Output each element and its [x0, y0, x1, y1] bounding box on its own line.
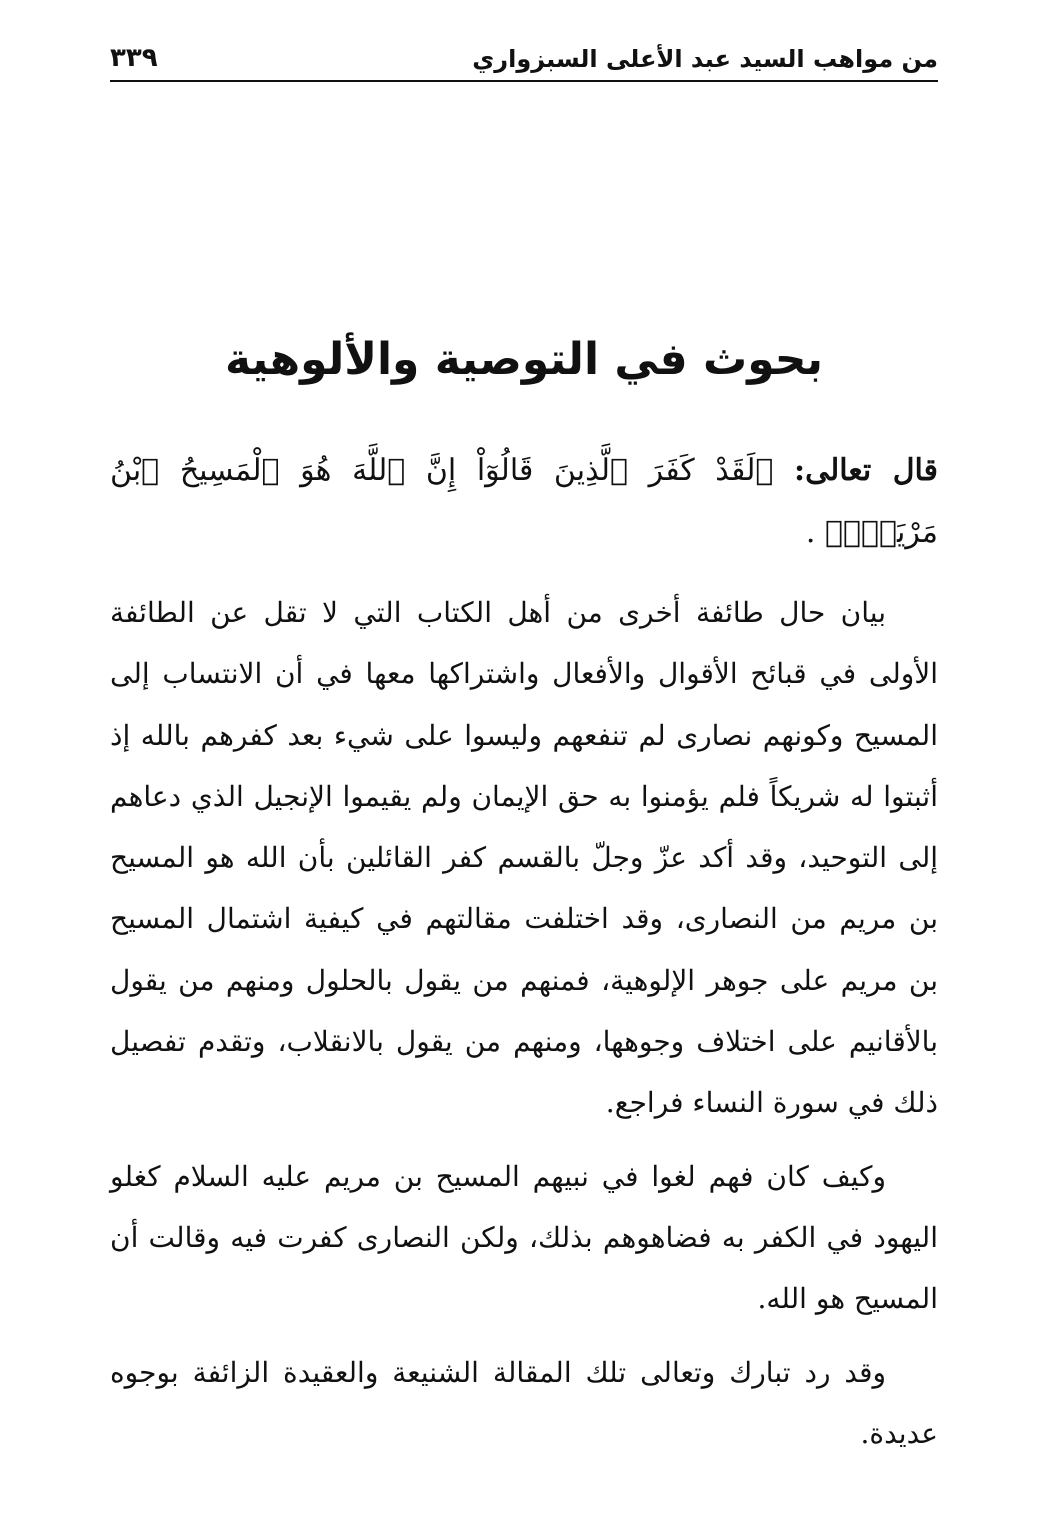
verse-paragraph	[110, 440, 938, 564]
running-title: من مواهب السيد عبد الأعلى السبزواري	[472, 45, 938, 73]
quran-verse: ﴿لَقَدْ كَفَرَ ٱلَّذِينَ قَالُوٓاْ إِنَّ ٱللَّهَ هُوَ ٱلْمَسِيحُ ٱبْنُ مَرْيَمَۚ﴾	[110, 453, 938, 550]
page-number: ٣٣٩	[110, 43, 158, 73]
section-title: بحوث في التوصية والألوهية	[224, 334, 824, 385]
verse-end: .	[805, 515, 816, 550]
verse-intro: قال تعالى:	[794, 453, 938, 488]
paragraph-3: وقد رد تبارك وتعالى تلك المقالة الشنيعة والعقيدة الزائفة بوجوه عديدة.	[110, 1355, 938, 1450]
paragraph-2: وكيف كان فهم لغوا في نبيهم المسيح بن مريم عليه السلام كغلو اليهود في الكفر به فضاهوهم بذلك، ولكن النصارى كفرت فيه وقالت أن المسيح هو الله.	[110, 1159, 938, 1316]
paragraph-1: بيان حال طائفة أخرى من أهل الكتاب التي لا تقل عن الطائفة الأولى في قبائح الأقوال والأفعال واشتراكها معها في أن الانتساب إلى المسيح وكونهم نصارى لم تنفعهم وليسوا على شيء بعد كفرهم بالله إذ أثبتوا له شريكاً فلم يؤمنوا به حق الإيمان ولم يقيموا الإنجيل الذي دعاهم إلى التوحيد، وقد أكد عزّ وجلّ بالقسم كفر القائلين بأن الله هو المسيح بن مريم من النصارى، وقد اختلفت مقالتهم في كيفية اشتمال المسيح بن مريم على جوهر الإلوهية، فمنهم من يقول بالحلول ومنهم من يقول بالأقانيم على اختلاف وجوهها، ومنهم من يقول بالانقلاب، وتقدم تفصيل ذلك في سورة النساء فراجع.	[110, 596, 938, 1120]
body-text	[110, 440, 938, 1476]
page-header	[110, 40, 938, 82]
